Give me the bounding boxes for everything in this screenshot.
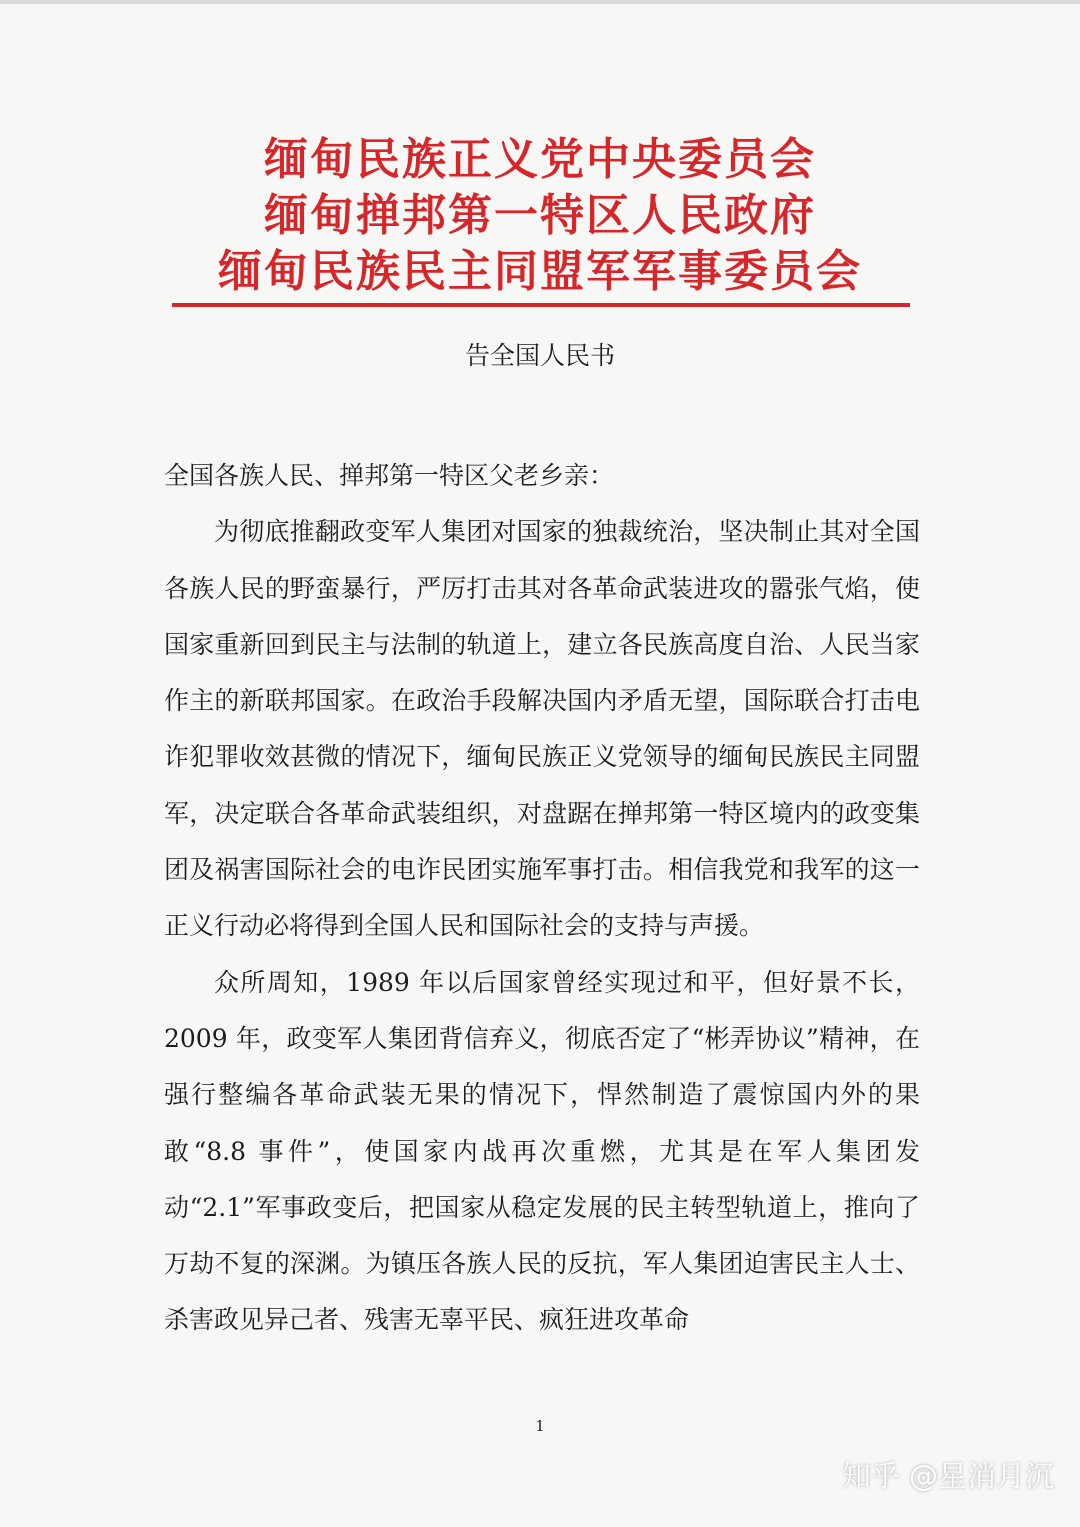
document-title: 告全国人民书: [464, 341, 615, 370]
issuer-line-party: 缅甸民族正义党中央委员会: [264, 134, 816, 185]
body-paragraph-2: 众所周知，1989 年以后国家曾经实现过和平，但好景不长，2009 年，政变军人集团背信弃义，彻底否定了“彬弄协议”精神，在强行整编各革命武装无果的情况下，悍然制造了震惊国内外的果敢“8.8 事件”，使国家内战再次重燃，尤其是在军人集团发动“2.1”军事政变后，把国家从稳定发展的民主转型轨道上，推向了万劫不复的深渊。为镇压各族人民的反抗，军人集团迫害民主人士、杀害政见异己者、残害无辜平民、疯狂进攻革命: [164, 967, 920, 1335]
zhihu-watermark: 知乎 @星消月沉: [841, 1459, 1054, 1493]
salutation: 全国各族人民、掸邦第一特区父老乡亲：: [164, 461, 615, 490]
issuer-header: [0, 132, 1080, 300]
body-paragraph-1: 为彻底推翻政变军人集团对国家的独裁统治，坚决制止其对全国各族人民的野蛮暴行，严厉打击其对各革命武装进攻的嚣张气焰，使国家重新回到民主与法制的轨道上，建立各民族高度自治、人民当家作主的新联邦国家。在政治手段解决国内矛盾无望，国际联合打击电诈犯罪收效甚微的情况下，缅甸民族正义党领导的缅甸民族民主同盟军，决定联合各革命武装组织，对盘踞在掸邦第一特区境内的政变集团及祸害国际社会的电诈民团实施军事打击。相信我党和我军的这一正义行动必将得到全国人民和国际社会的支持与声援。: [164, 517, 920, 941]
header-red-divider: [172, 303, 910, 307]
issuer-line-government: 缅甸掸邦第一特区人民政府: [264, 190, 816, 241]
issuer-line-military: 缅甸民族民主同盟军军事委员会: [218, 246, 862, 297]
document-body: [164, 448, 920, 1349]
page-number: 1: [535, 1417, 545, 1435]
page-top-edge: [0, 0, 1080, 4]
